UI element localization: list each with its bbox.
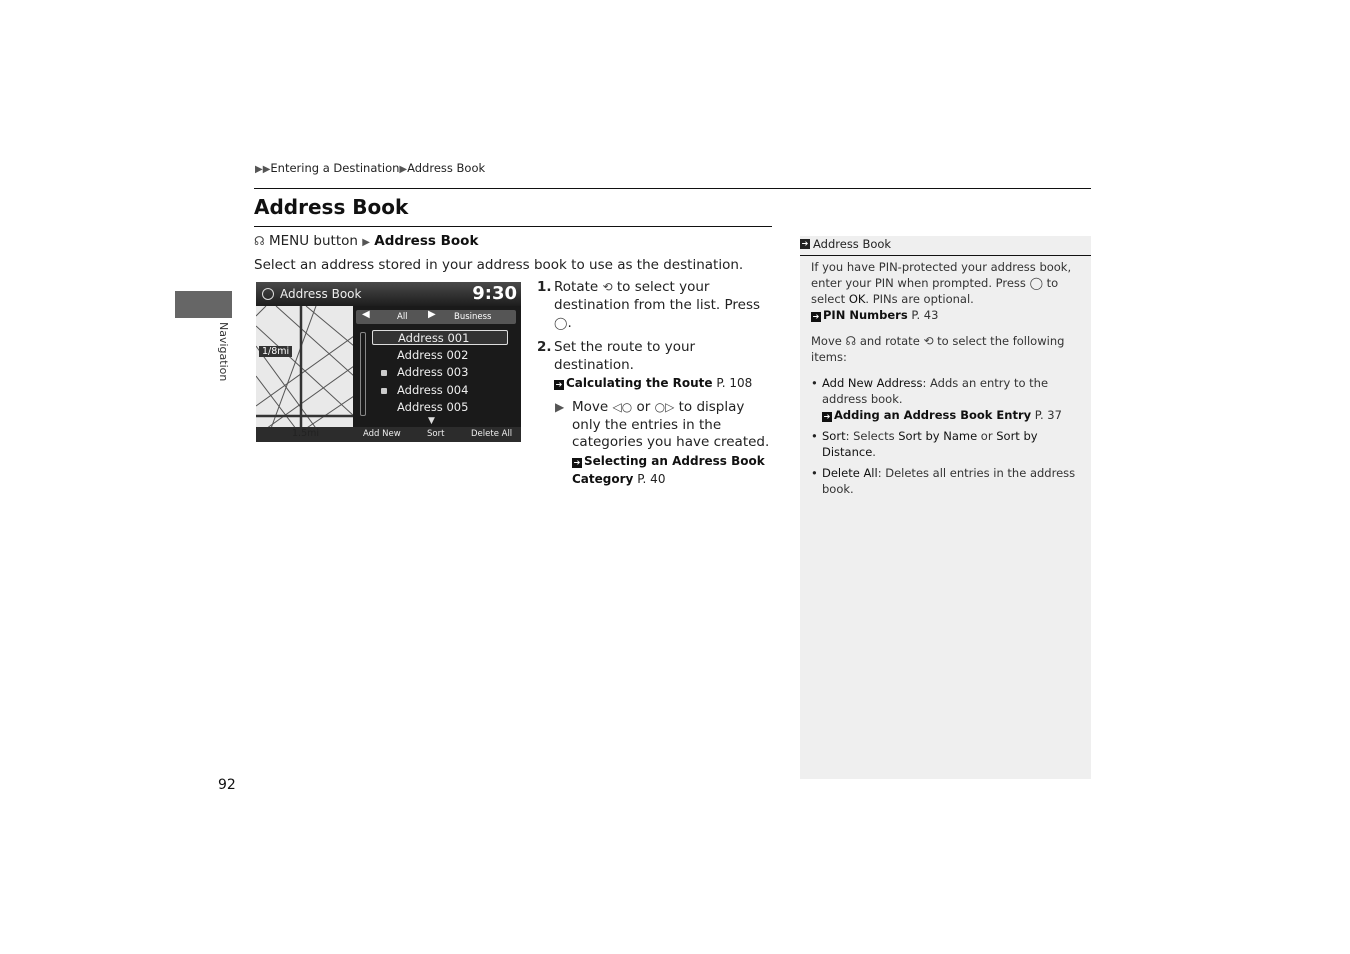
xref-label[interactable]: PIN Numbers [823, 308, 908, 322]
section-tab-label: Navigation [217, 322, 230, 382]
move-left-dial-icon: ◁○ [612, 400, 633, 414]
note-paragraph [811, 259, 1079, 323]
item-desc: : Adds an entry to the address book. [822, 376, 1049, 406]
menu-path [254, 233, 478, 249]
substep-text: Move [572, 399, 609, 415]
reference-arrow-icon: ➔ [555, 380, 563, 389]
step-number: 2. [537, 339, 552, 355]
item-desc: : Selects [845, 429, 899, 443]
xref-page[interactable]: P. 108 [716, 376, 753, 390]
step-number: 1. [537, 279, 552, 295]
press-dial-icon: ◯ [1029, 276, 1044, 290]
breadcrumb-item-entering-destination[interactable]: Entering a Destination [270, 161, 400, 175]
step-text: . [567, 315, 572, 331]
note-text: Move [811, 334, 842, 348]
item-option: Sort by Distance [822, 429, 1038, 459]
map-zoom-badge: 1/8mi [259, 346, 292, 357]
menu-path-arrow-icon: ▶ [362, 237, 370, 248]
xref-label[interactable]: Adding an Address Book Entry [834, 408, 1032, 422]
ok-term: OK [848, 292, 866, 306]
category-bar[interactable] [356, 310, 516, 324]
step-text: to select your destination from the list. Press [554, 279, 761, 313]
cross-reference[interactable] [554, 374, 777, 392]
note-text: to select the following items: [811, 334, 1065, 364]
screen-clock: 9:30 [472, 283, 517, 304]
map-view [256, 306, 354, 442]
note-list-item [811, 375, 1079, 423]
side-note-title: Address Book [813, 237, 892, 251]
item-desc: . [872, 445, 876, 459]
item-term: Sort [822, 429, 846, 443]
intro-text: Select an address stored in your address book to use as the destination. [254, 257, 744, 273]
add-new-button[interactable]: Add New [363, 429, 401, 439]
step-text: Set the route to your destination. [554, 339, 696, 373]
rotate-dial-icon: ⟲ [923, 334, 934, 348]
xref-page[interactable]: P. 37 [1034, 408, 1062, 422]
note-text: If you have PIN-protected your address book, enter your PIN when prompted. Press [811, 260, 1072, 290]
note-text: . PINs are optional. [865, 292, 974, 306]
breadcrumb-arrow-icon: ▶ [399, 164, 408, 175]
note-text: and rotate [859, 334, 920, 348]
note-list-item [811, 465, 1079, 497]
substep [537, 399, 777, 488]
reference-arrow-icon: ➔ [573, 457, 581, 467]
item-term: Delete All [822, 466, 878, 480]
menu-path-prefix: MENU button [268, 233, 358, 249]
rotate-dial-icon: ⟲ [602, 280, 613, 294]
address-book-icon [262, 288, 274, 300]
address-list-item[interactable]: Address 003 [397, 365, 469, 379]
title-rule [254, 226, 772, 227]
map-scale: 1.5mi [292, 428, 320, 439]
item-desc: or [977, 429, 997, 443]
move-right-dial-icon: ○▷ [654, 400, 675, 414]
header-rule [254, 188, 1091, 189]
substep-text: or [636, 399, 651, 415]
xref-label[interactable]: Selecting an Address Book Category [572, 453, 765, 486]
step-2 [537, 338, 777, 392]
address-list-item[interactable]: Address 004 [397, 383, 469, 397]
item-desc: : Deletes all entries in the address book. [822, 466, 1076, 496]
reference-arrow-icon: ➔ [812, 312, 820, 321]
step-text: Rotate [554, 279, 599, 295]
page-title: Address Book [254, 195, 409, 219]
category-next[interactable]: Business [454, 312, 492, 322]
address-list-item[interactable]: Address 002 [397, 348, 469, 362]
note-paragraph [811, 333, 1079, 365]
scroll-down-icon[interactable]: ▼ [428, 416, 435, 426]
category-icon [381, 370, 387, 376]
category-next-icon[interactable]: ▶ [428, 309, 436, 320]
note-list-item [811, 428, 1079, 460]
procedure-steps [537, 278, 777, 488]
nav-screen-image [256, 282, 521, 442]
address-list-item[interactable]: Address 001 [372, 330, 508, 345]
menu-path-target: Address Book [374, 233, 479, 249]
sort-button[interactable]: Sort [427, 429, 445, 439]
note-text: to select [811, 276, 1059, 306]
note-marker-icon: ➔ [801, 239, 809, 248]
cross-reference[interactable] [572, 452, 777, 488]
reference-arrow-icon: ➔ [823, 412, 831, 421]
interface-dial-icon: ☊ [254, 234, 265, 248]
side-note-body [811, 259, 1079, 502]
xref-page[interactable]: P. 40 [637, 471, 666, 486]
breadcrumb-item-address-book[interactable]: Address Book [407, 161, 486, 175]
page-number: 92 [218, 777, 236, 793]
step-1 [537, 278, 777, 332]
substep-text: to display only the entries in the categories you have created. [572, 399, 770, 450]
category-prev-icon[interactable]: ◀ [362, 309, 370, 320]
breadcrumb [255, 161, 485, 175]
section-tab-marker [175, 291, 232, 318]
list-scrollbar[interactable] [360, 332, 366, 416]
xref-page[interactable]: P. 43 [911, 308, 939, 322]
delete-all-button[interactable]: Delete All [471, 429, 513, 439]
screen-title: Address Book [280, 287, 362, 301]
address-list-item[interactable]: Address 005 [397, 400, 469, 414]
category-icon [381, 388, 387, 394]
breadcrumb-arrow-icon: ▶▶ [255, 164, 271, 175]
move-dial-icon: ☊ [845, 334, 857, 348]
category-current[interactable]: All [397, 312, 408, 322]
press-dial-icon: ◯ [554, 316, 568, 330]
item-option: Sort by Name [898, 429, 978, 443]
item-term: Add New Address [822, 376, 923, 390]
substep-arrow-icon: ▶ [555, 400, 565, 414]
map-roads [256, 306, 354, 442]
xref-label[interactable]: Calculating the Route [566, 376, 713, 390]
